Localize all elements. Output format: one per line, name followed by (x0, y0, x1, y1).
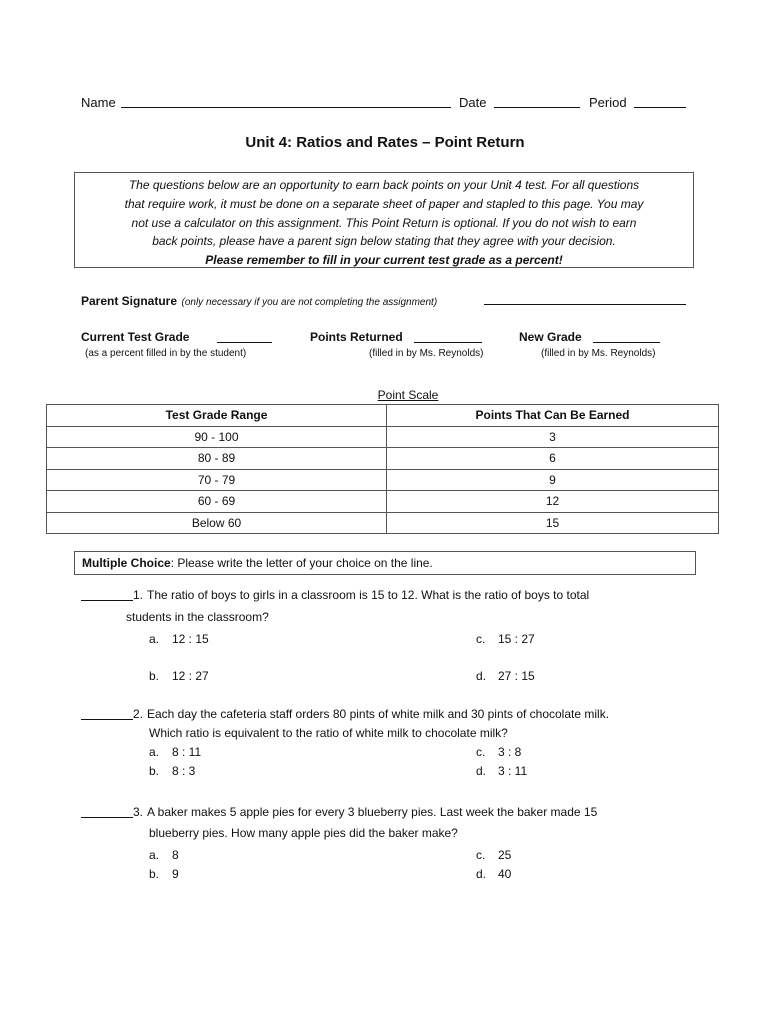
question-text: A baker makes 5 apple pies for every 3 blueberry pies. Last week the baker made 15 (147, 805, 598, 819)
grade-range-cell: Below 60 (47, 512, 387, 534)
parent-signature-row (81, 292, 437, 310)
option-letter: d. (476, 669, 487, 683)
name-field[interactable] (121, 96, 451, 108)
points-cell: 12 (387, 491, 719, 513)
current-grade-note: (as a percent filled in by the student) (85, 348, 247, 359)
points-cell: 3 (387, 426, 719, 448)
grade-range-cell: 90 - 100 (47, 426, 387, 448)
option-letter: a. (149, 745, 160, 759)
option-d: 3 : 11 (498, 764, 528, 778)
option-letter: a. (149, 632, 160, 646)
option-d: 40 (498, 867, 512, 881)
question-number: 1. (133, 588, 144, 602)
option-c: 3 : 8 (498, 745, 522, 759)
table-row (47, 426, 719, 448)
question-number: 2. (133, 707, 144, 721)
points-returned-label: Points Returned (310, 330, 403, 344)
new-grade-note: (filled in by Ms. Reynolds) (541, 348, 656, 359)
option-b: 12 : 27 (172, 669, 209, 683)
table-header-row (47, 405, 719, 427)
option-letter: d. (476, 867, 487, 881)
instructions-box (74, 172, 694, 268)
column-header: Test Grade Range (47, 405, 387, 427)
table-row (47, 512, 719, 534)
new-grade-label: New Grade (519, 330, 582, 344)
points-returned-note: (filled in by Ms. Reynolds) (369, 348, 484, 359)
instruction-emphasis: Please remember to fill in your current test grade as a percent! (205, 253, 563, 268)
option-letter: c. (476, 632, 486, 646)
option-c: 25 (498, 848, 512, 862)
parent-signature-label: Parent Signature (81, 294, 178, 308)
multiple-choice-label: Multiple Choice (82, 556, 171, 570)
option-d: 27 : 15 (498, 669, 535, 683)
option-letter: a. (149, 848, 160, 862)
option-a: 12 : 15 (172, 632, 209, 646)
option-letter: c. (476, 848, 486, 862)
question-text: Which ratio is equivalent to the ratio of white milk to chocolate milk? (149, 726, 508, 740)
option-letter: c. (476, 745, 486, 759)
current-grade-label: Current Test Grade (81, 330, 190, 344)
question-text: blueberry pies. How many apple pies did the baker make? (149, 826, 458, 840)
multiple-choice-header (74, 551, 696, 575)
question-text: Each day the cafeteria staff orders 80 pints of white milk and 30 pints of chocolate milk. (147, 707, 610, 721)
option-b: 8 : 3 (172, 764, 196, 778)
grade-range-cell: 80 - 89 (47, 448, 387, 470)
point-scale-table (46, 404, 719, 534)
date-label: Date (459, 95, 487, 110)
instruction-line: not use a calculator on this assignment. This Point Return is optional. If you do not wish to earn (131, 215, 637, 230)
answer-line-q3[interactable] (81, 806, 133, 818)
option-c: 15 : 27 (498, 632, 535, 646)
parent-signature-field[interactable] (484, 293, 686, 305)
points-cell: 9 (387, 469, 719, 491)
question-text: The ratio of boys to girls in a classroom is 15 to 12. What is the ratio of boys to total (147, 588, 590, 602)
points-returned-field[interactable] (414, 331, 482, 343)
instruction-line: that require work, it must be done on a separate sheet of paper and stapled to this page. You may (124, 196, 644, 211)
option-b: 9 (172, 867, 179, 881)
current-grade-field[interactable] (217, 331, 272, 343)
period-field[interactable] (634, 96, 686, 108)
multiple-choice-instruction: : Please write the letter of your choice on the line. (170, 556, 433, 570)
period-label: Period (589, 95, 627, 110)
option-a: 8 (172, 848, 179, 862)
option-letter: b. (149, 867, 160, 881)
page-title: Unit 4: Ratios and Rates – Point Return (245, 134, 525, 151)
table-row (47, 469, 719, 491)
date-field[interactable] (494, 96, 580, 108)
table-row (47, 491, 719, 513)
point-scale-caption: Point Scale (377, 388, 439, 402)
name-label: Name (81, 95, 116, 110)
parent-signature-note: (only necessary if you are not completing the assignment) (181, 297, 438, 308)
grade-range-cell: 70 - 79 (47, 469, 387, 491)
option-letter: b. (149, 669, 160, 683)
answer-line-q2[interactable] (81, 708, 133, 720)
table-row (47, 448, 719, 470)
new-grade-field[interactable] (593, 331, 660, 343)
option-letter: b. (149, 764, 160, 778)
points-cell: 15 (387, 512, 719, 534)
instruction-line: back points, please have a parent sign below stating that they agree with your decision. (152, 234, 616, 249)
points-cell: 6 (387, 448, 719, 470)
grade-range-cell: 60 - 69 (47, 491, 387, 513)
answer-line-q1[interactable] (81, 589, 133, 601)
option-letter: d. (476, 764, 487, 778)
question-number: 3. (133, 805, 144, 819)
option-a: 8 : 11 (172, 745, 202, 759)
question-text: students in the classroom? (126, 610, 269, 624)
column-header: Points That Can Be Earned (387, 405, 719, 427)
instruction-line: The questions below are an opportunity to earn back points on your Unit 4 test. For all questions (128, 178, 640, 192)
